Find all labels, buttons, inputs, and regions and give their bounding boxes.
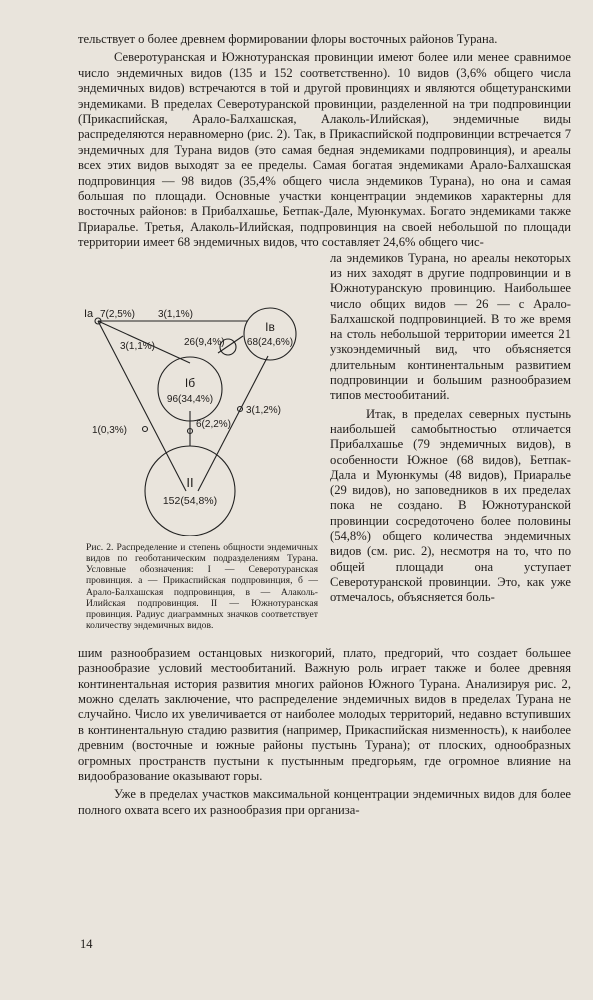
node-ib-label: Iб [184,375,196,390]
node-iv [244,308,296,360]
paragraph-continuation: тельствует о более древнем формировании флоры восточных районов Турана. [78,32,498,46]
paragraph-continuation-bottom: шим разнообразием останцовых низкогорий, плато, предгорий, что создает большее разнообразие условий местообитаний. Важную роль играет также и более древняя континентальная история развития многих районов Южного Турана. Анализируя рис. 2, можно сделать заключение, что распределение эндемичных видов в пределах Турана не случайно. Число их увеличивается от наиболее молодых территорий, недавно вступивших в континентальную стадию развития (например, Прикаспийская низменность), к наиболее древним (восточные и южные районы пустынь Турана); от плоских, однообразных огромных пространств пустыни к пустынным предгорьям, где огромное влияние на видообразование оказывают горы. [78,645,571,783]
paragraph-final: Уже в пределах участков максимальной концентрации эндемичных видов для более полного охвата всего их разнообразия при организа- [78,787,571,817]
right-column [330,251,571,606]
node-iv-value: 68(24,6%) [246,336,294,348]
paragraph-provinces: Северотуранская и Южнотуранская провинции имеют более или менее сравнимое число эндемичных видов (135 и 152 соответственно). 10 видов (3,6% общего числа эндемичных видов) встречаются в той и другой провинциях и являются общетуранскими эндемиками. В пределах Северотуранской провинции, разделенной на три подпровинции (Прикаспийская, Арало-Балхашская, Алаколь-Илийская), эндемичные виды распределяются неравномерно (рис. 2). Так, в Прикаспийской подпровинции встречается 7 эндемичных для Турана видов (это самая бедная эндемиками подпровинция), и ареалы всех этих видов выходят за ее пределы. Самая богатая эндемиками Арало-Балхашская подпровинция — 98 видов (35,4% общего числа эндемиков Турана), но она и самая большая по площади. Основные участки концентрации эндемиков характерны для восточных районов: в Прибалхашье, Бетпак-Дале, Муюнкумах. Богато эндемиками также Приаралье. Третья, Алаколь-Илийская, подпровинция на своей небольшой по площади территории имеет 68 эндемичных видов, что составляет 24,6% общего чис- [78,50,571,250]
endemic-diagram [78,261,318,536]
node-iv-label: Iв [265,319,275,334]
page-number: 14 [80,937,93,951]
node-ii-label: II [186,474,194,490]
page-content [78,32,571,818]
figure-text-split [78,251,571,646]
node-ii-value: 152(54,8%) [162,494,218,507]
junction-dot-ia-ii [143,426,148,431]
link-ia-ii-label: 1(0,3%) [92,424,128,436]
link-ib-iv-label: 26(9,4%) [184,336,225,348]
right-paragraph-1: ла эндемиков Турана, но ареалы некоторых из них заходят в другие подпровинции и в Южнотуранскую провинцию. Наибольшее число общих видов — 26 — с Арало-Балхашской подпровинцией. В то же время на столь небольшой территории имеется 21 узкоэндемичный вид, что объясняется длительным континентальным развитием подпровинции и большим разнообразием типов местообитаний. [330,250,571,403]
figure-caption: Рис. 2. Распределение и степень общности эндемичных видов по геоботаническим подразделениям Турана. Условные обозначения: I — Северотуранская провинция. а — Прикаспийская подпровинция, б — Арало-Балхашская подпровинция, в — Алаколь-Илийская подпровинция. II — Южнотуранская провинция. Радиус диаграммных значков соответствует количеству эндемичных видов. [86,541,318,632]
node-ii [145,446,235,536]
node-ia-value: 7(2,5%) [100,308,136,320]
right-paragraph-2: Итак, в пределах северных пустынь наибольшей самобытностью отличается Прибалхашье (79 эндемичных видов), в особенности Южное (68 видов), Бетпак-Дала и Муюнкумы (48 видов), Приаралье (29 видов), но заповедников в их пределах пока не создано. В Южнотуранской провинции сосредоточено более половины (54,8%) общего количества эндемичных видов (см. рис. 2), несмотря на то, что по общей площади она уступает Северотуранской провинции. Это, как уже отмечалось, объясняется боль- [330,406,571,605]
link-ib-ii-label: 6(2,2%) [196,418,232,430]
node-ib-value: 96(34,4%) [166,393,214,405]
link-ia-iv-label: 3(1,1%) [158,308,194,320]
link-ia-ib-label: 3(1,1%) [120,340,156,352]
node-ia-label: Iа [84,307,94,320]
figure-2 [78,261,318,632]
link-iv-ii-label: 3(1,2%) [246,404,282,416]
